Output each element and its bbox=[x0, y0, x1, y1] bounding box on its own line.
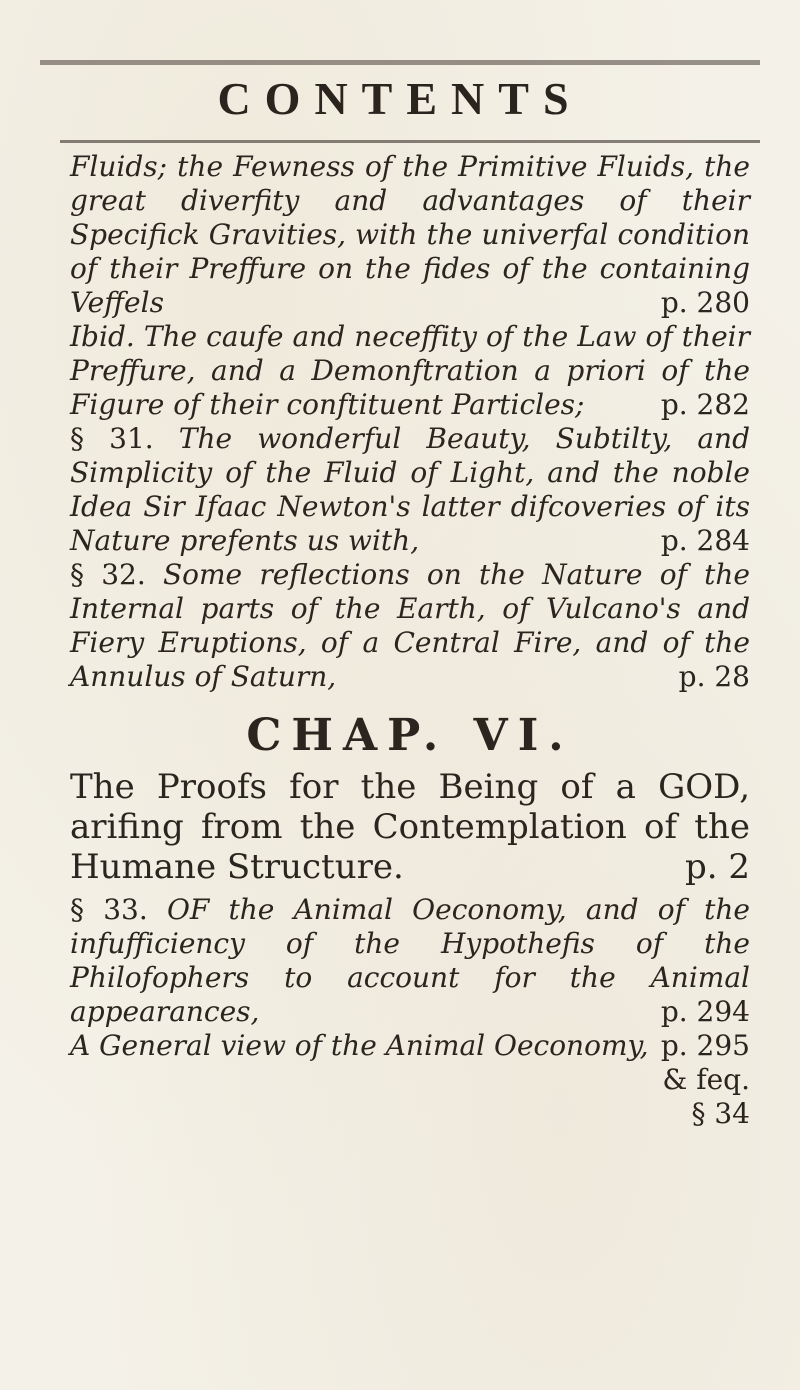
entry-text: The wonderful Beauty, Subtilty, and Simplicity of the Fluid of Light, and the noble Idea Sir Ifaac Newton's latter difcoveries of its Nature prefents us with, bbox=[70, 422, 750, 557]
heading-rule bbox=[60, 140, 760, 143]
entry-text: Ibid. The caufe and neceffity of the Law of their Preffure, and a Demonftration a priori of the Figure of their conftituent Particles; bbox=[70, 320, 750, 421]
entry-page: p. 282 bbox=[660, 388, 750, 421]
contents-entry bbox=[70, 422, 750, 558]
entry-page: p. 294 bbox=[660, 995, 750, 1028]
contents-list bbox=[70, 150, 750, 1131]
entry-page: p. 295 bbox=[660, 1029, 750, 1062]
contents-entry bbox=[70, 320, 750, 422]
chapter-heading: CHAP. VI. bbox=[246, 710, 574, 761]
catchword: § 34 bbox=[691, 1097, 750, 1130]
page-heading: CONTENTS bbox=[217, 73, 583, 124]
entry-page: p. 280 bbox=[660, 286, 750, 319]
entry-text: A General view of the Animal Oeconomy, bbox=[70, 1029, 649, 1062]
section-number: § 32. bbox=[70, 558, 146, 591]
top-rule bbox=[40, 60, 760, 65]
section-number: § 33. bbox=[70, 893, 148, 926]
contents-entry bbox=[70, 1029, 750, 1063]
chapter-page: p. 2 bbox=[684, 847, 750, 887]
entry-text: Fluids; the Fewness of the Primitive Fluids, the great diverfity and advantages of their Specifick Gravities, with the univerfal condition of their Preffure on the fides of the containing Veffels bbox=[70, 150, 750, 319]
chapter-title bbox=[70, 767, 750, 887]
entry-text: Some reflections on the Nature of the Internal parts of the Earth, of Vulcano's and Fiery Eruptions, of a Central Fire, and of the Annulus of Saturn, bbox=[70, 558, 750, 693]
continuation-mark: & feq. bbox=[662, 1063, 750, 1096]
contents-entry bbox=[70, 150, 750, 320]
entry-page: p. 28 bbox=[678, 660, 750, 693]
chapter-title-text: The Proofs for the Being of a GOD, arifing from the Contemplation of the Humane Structure. bbox=[70, 767, 750, 887]
entry-text: OF the Animal Oeconomy, and of the infufficiency of the Hypothefis of the Philofophers to account for the Animal appearances, bbox=[70, 893, 750, 1028]
section-number: § 31. bbox=[70, 422, 154, 455]
contents-entry bbox=[70, 558, 750, 694]
entry-page: p. 284 bbox=[660, 524, 750, 557]
contents-entry bbox=[70, 893, 750, 1029]
